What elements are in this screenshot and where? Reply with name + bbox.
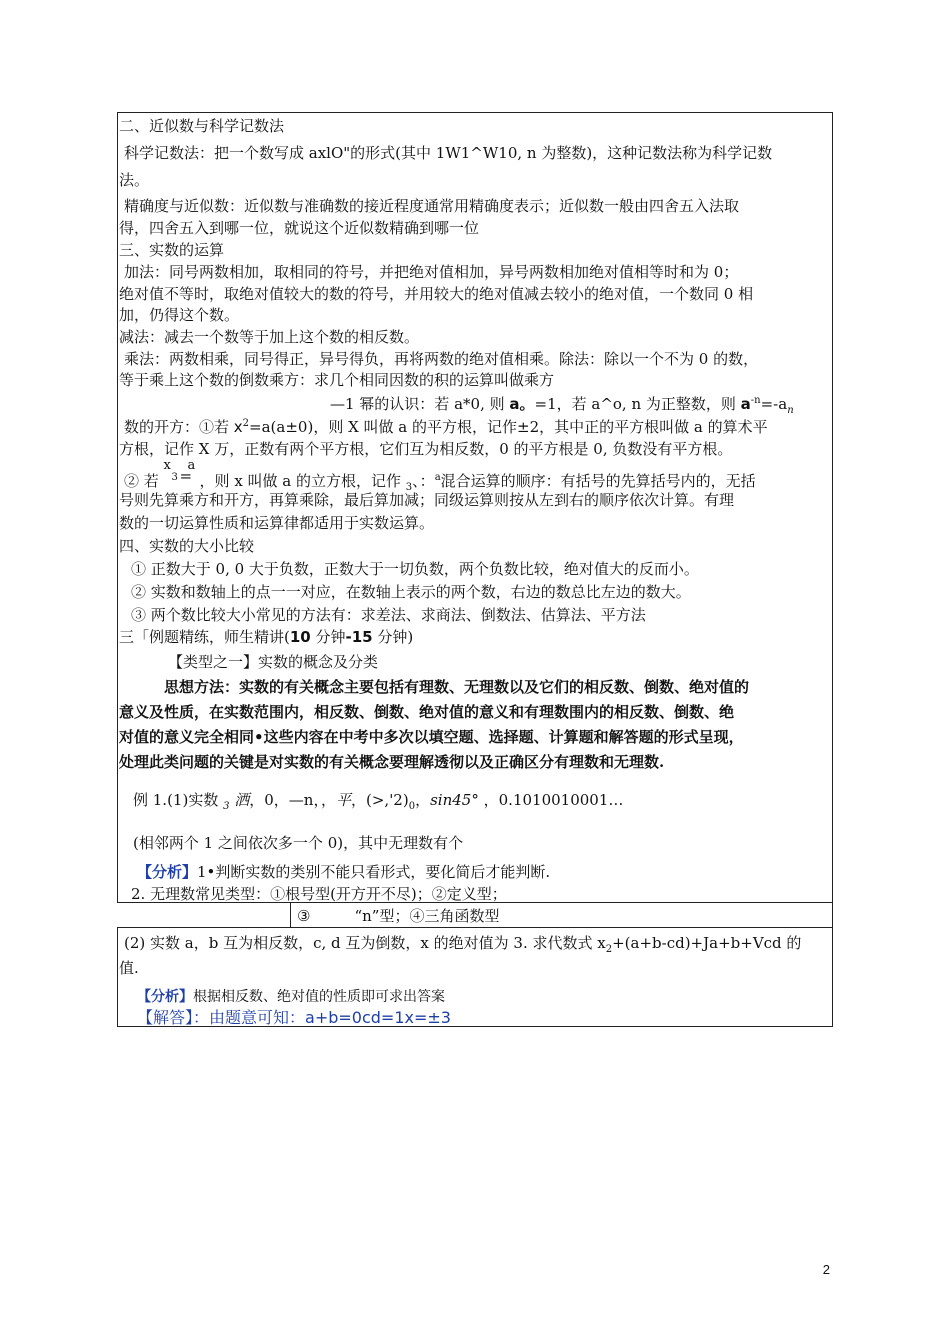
section-heading: 二、近似数与科学记数法 xyxy=(119,117,285,135)
paragraph-line: 科学记数法：把一个数写成 axlO"的形式(其中 1W1^W10, n 为整数)，这种记数法称为科学记数 xyxy=(124,144,773,162)
text: 10 xyxy=(289,628,311,646)
paragraph-line: 减法：减去一个数等于加上这个数的相反数。 xyxy=(119,328,420,346)
text: 根据相反数、绝对值的性质即可求出答案 xyxy=(193,989,445,1005)
text: a。 xyxy=(509,395,535,413)
analysis-tag: 【分析】 xyxy=(137,989,193,1005)
text: x xyxy=(233,418,243,436)
paragraph-line: 精确度与近似数：近似数与准确数的接近程度通常用精确度表示；近似数一般由四舍五入法取 xyxy=(124,197,740,215)
subscript: 2 xyxy=(605,944,613,955)
text: =-a xyxy=(760,395,788,413)
text: = xyxy=(179,467,193,485)
text: ，0.1010010001… xyxy=(478,791,624,809)
paragraph-line: 加法：同号两数相加，取相同的符号，并把绝对值相加，异号两数相加绝对值相等时和为 0； xyxy=(124,263,739,281)
analysis-line xyxy=(137,987,445,1007)
paragraph-line: 等于乘上这个数的倒数乘方：求几个相同因数的积的运算叫做乘方 xyxy=(119,371,555,389)
example-1-line xyxy=(133,790,623,817)
text: 1•判断实数的类别不能只看形式，要化简后才能判断. xyxy=(197,863,551,881)
superscript: a xyxy=(434,472,441,483)
text: x xyxy=(163,458,171,473)
superscript: -n xyxy=(750,395,761,406)
text: a xyxy=(740,395,751,413)
paragraph-line: 法。 xyxy=(119,171,150,189)
analysis-line xyxy=(297,906,499,926)
subscript: n xyxy=(787,405,794,416)
text: =1，若 a^o, n 为正整数，则 xyxy=(534,395,741,413)
text: 混合运算的顺序：有括号的先算括号内的，无括 xyxy=(440,472,756,490)
text: ② 若 xyxy=(124,472,164,490)
paragraph-line: 2. 无理数常见类型：①根号型(开方开不尽)；②定义型； xyxy=(131,885,507,903)
section-heading xyxy=(119,627,413,647)
paragraph-line: 数的一切运算性质和运算律都适用于实数运算。 xyxy=(119,514,435,532)
text: 分钟) xyxy=(372,628,414,646)
text: ③ xyxy=(297,907,311,925)
paragraph-line: 乘法：两数相乘，同号得正，异号得负，再将两数的绝对值相乘。除法：除以一个不为 0 的数， xyxy=(124,350,759,368)
list-item: ③ 两个数比较大小常见的方法有：求差法、求商法、倒数法、估算法、平方法 xyxy=(131,606,646,624)
paragraph-line: 得，四舍五入到哪一位，就说这个近似数精确到哪一位 xyxy=(119,219,480,237)
text: ，则 x 叫做 a 的立方根，记作 xyxy=(199,472,406,490)
text: 分钟 xyxy=(310,628,346,646)
text: ，(>,'2) xyxy=(351,791,409,809)
method-line: 对值的意义完全相同•这些内容在中考中多次以填空题、选择题、计算题和解答题的形式呈现， xyxy=(119,728,744,746)
text: 数的开方：①若 xyxy=(124,418,234,436)
method-line: 处理此类问题的关键是对实数的有关概念要理解透彻以及正确区分有理数和无理数. xyxy=(119,753,665,771)
paragraph-line: 绝对值不等时，取绝对值较大的数的符号，并用较大的绝对值减去较小的绝对值，一个数同 0 相 xyxy=(119,285,754,303)
subscript: 3 xyxy=(405,482,413,493)
example-2-line xyxy=(124,933,801,960)
type-label: 【类型之一】实数的概念及分类 xyxy=(168,653,379,671)
paragraph-line: (相邻两个 1 之间依次多一个 0)，其中无理数有个 xyxy=(133,834,464,852)
subscript: 3 xyxy=(223,801,230,812)
method-line: 意义及性质，在实数范围内，相反数、倒数、绝对值的意义和有理数围内的相反数、倒数、绝 xyxy=(119,703,735,721)
answer-line xyxy=(137,1008,451,1028)
text: -15 xyxy=(345,628,373,646)
text: 、： xyxy=(412,472,435,490)
paragraph-line: 加，仍得这个数。 xyxy=(119,306,240,324)
paragraph-line: 号则先算乘方和开方，再算乘除，最后算加减；同级运算则按从左到右的顺序依次计算。有理 xyxy=(119,491,735,509)
cube-expression xyxy=(163,458,200,486)
text: sin45° xyxy=(430,791,479,809)
analysis-tag: 【分析】 xyxy=(137,863,198,881)
text: (2) 实数 a，b 互为相反数，c, d 互为倒数，x 的绝对值为 3. 求代数式 x xyxy=(124,934,606,952)
paragraph-line: 方根，记作 X 万，正数有两个平方根，它们互为相反数，0 的平方根是 0, 负数没有平方根。 xyxy=(119,440,733,458)
page-number: 2 xyxy=(822,1262,830,1277)
list-item: ② 实数和数轴上的点一一对应，在数轴上表示的两个数，右边的数总比左边的数大。 xyxy=(131,583,691,601)
subscript: 0 xyxy=(408,801,416,812)
superscript: 2 xyxy=(242,418,250,429)
text: 平 xyxy=(335,791,351,809)
section-heading: 四、实数的大小比较 xyxy=(119,537,255,555)
method-line: 思想方法：实数的有关概念主要包括有理数、无理数以及它们的相反数、倒数、绝对值的 xyxy=(164,678,750,696)
text: +(a+b-cd)+Ja+b+Vcd 的 xyxy=(612,934,802,952)
text: 三「例题精练，师生精讲( xyxy=(119,628,290,646)
list-item: ① 正数大于 0, 0 大于负数，正数大于一切负数，两个负数比较，绝对值大的反而小。 xyxy=(131,560,699,578)
text: a xyxy=(187,458,196,473)
square-root-line xyxy=(124,414,768,437)
text: 3 xyxy=(171,472,178,483)
paragraph-line: 值. xyxy=(119,959,139,977)
text: =a(a±0)，则 X 叫做 a 的平方根，记作±2，其中正的平方根叫做 a 的算术平 xyxy=(249,418,768,436)
text: ， xyxy=(415,791,431,809)
text: —1 幂的认识：若 a*0, 则 xyxy=(330,395,510,413)
section-heading: 三、实数的运算 xyxy=(119,241,225,259)
text: 例 1.(1)实数 xyxy=(133,791,224,809)
text: 洒 xyxy=(229,791,250,809)
answer-tag: 【解答】 xyxy=(137,1008,194,1027)
analysis-line xyxy=(137,862,550,882)
text: ：由题意可知：a+b=0cd=1x=±3 xyxy=(193,1008,451,1027)
text: ，0，—n，， xyxy=(249,791,336,809)
text: “n”型；④三角函数型 xyxy=(354,907,500,925)
